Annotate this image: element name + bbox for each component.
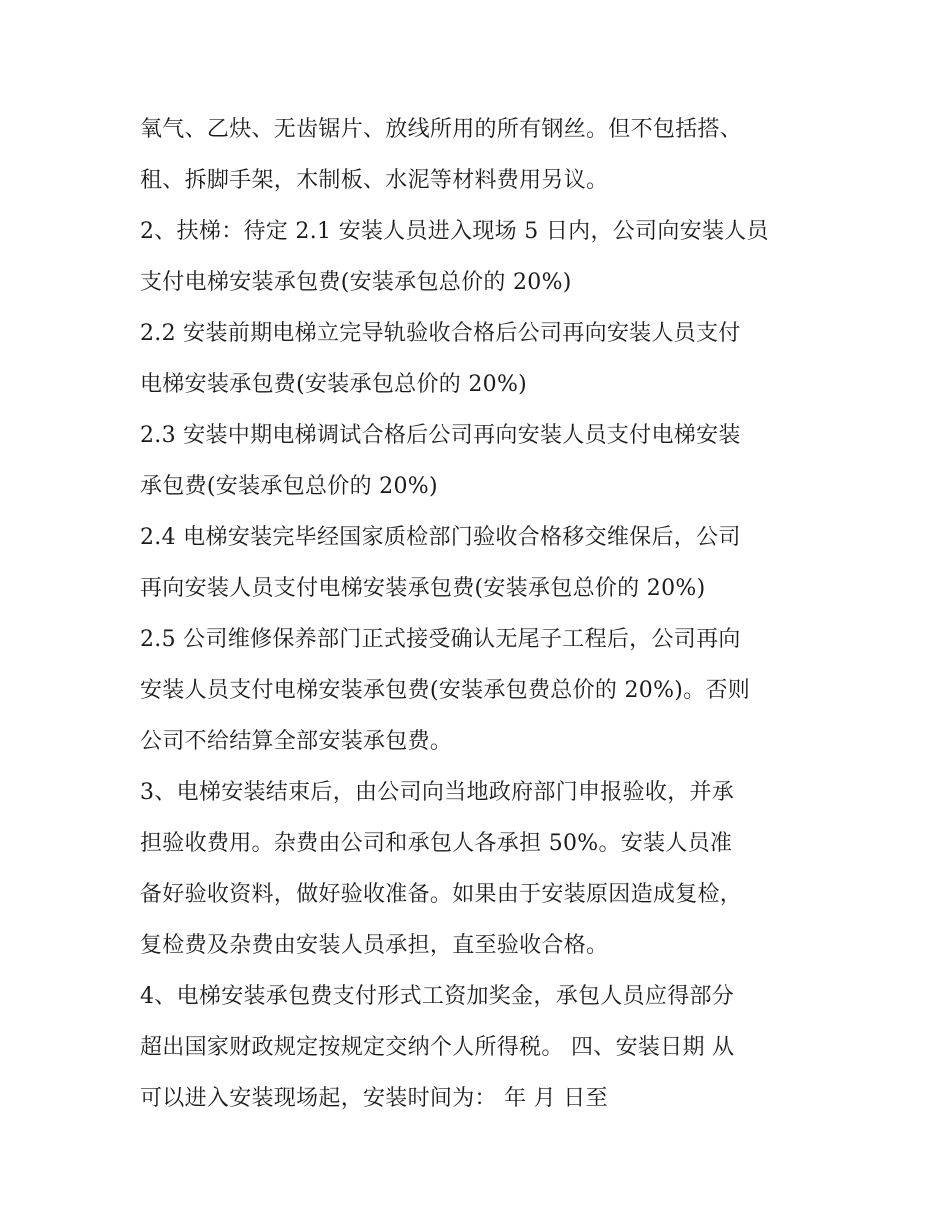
text-line: 2、扶梯：待定 2.1 安装人员进入现场 5 日内，公司向安装人员 [140, 219, 769, 244]
text-line: 2.3 安装中期电梯调试合格后公司再向安装人员支付电梯安装 [140, 423, 741, 448]
text-line: 4、电梯安装承包费支付形式工资加奖金，承包人员应得部分 [140, 984, 735, 1009]
text-line: 安装人员支付电梯安装承包费(安装承包费总价的 20%)。否则 [140, 678, 751, 703]
text-line: 复检费及杂费由安装人员承担，直至验收合格。 [140, 933, 609, 958]
text-line: 超出国家财政规定按规定交纳个人所得税。 四、安装日期 从 [140, 1035, 735, 1060]
text-line: 氧气、乙炔、无齿锯片、放线所用的所有钢丝。但不包括搭、 [140, 117, 743, 142]
text-line: 承包费(安装承包总价的 20%) [140, 474, 438, 499]
text-line: 3、电梯安装结束后，由公司向当地政府部门申报验收，并承 [140, 780, 735, 805]
text-line: 2.5 公司维修保养部门正式接受确认无尾子工程后，公司再向 [140, 627, 741, 652]
text-line: 租、拆脚手架，木制板、水泥等材料费用另议。 [140, 168, 609, 193]
text-line: 电梯安装承包费(安装承包总价的 20%) [140, 372, 528, 397]
text-line: 可以进入安装现场起，安装时间为： 年 月 日至 [140, 1086, 608, 1111]
document-body [140, 104, 820, 1124]
text-line: 再向安装人员支付电梯安装承包费(安装承包总价的 20%) [140, 576, 706, 601]
text-line: 2.4 电梯安装完毕经国家质检部门验收合格移交维保后，公司 [140, 525, 741, 550]
text-line: 备好验收资料，做好验收准备。如果由于安装原因造成复检， [140, 882, 743, 907]
text-line: 公司不给结算全部安装承包费。 [140, 729, 453, 754]
text-line: 支付电梯安装承包费(安装承包总价的 20%) [140, 270, 572, 295]
text-line: 2.2 安装前期电梯立完导轨验收合格后公司再向安装人员支付 [140, 321, 741, 346]
text-line: 担验收费用。杂费由公司和承包人各承担 50%。安装人员准 [140, 831, 733, 856]
